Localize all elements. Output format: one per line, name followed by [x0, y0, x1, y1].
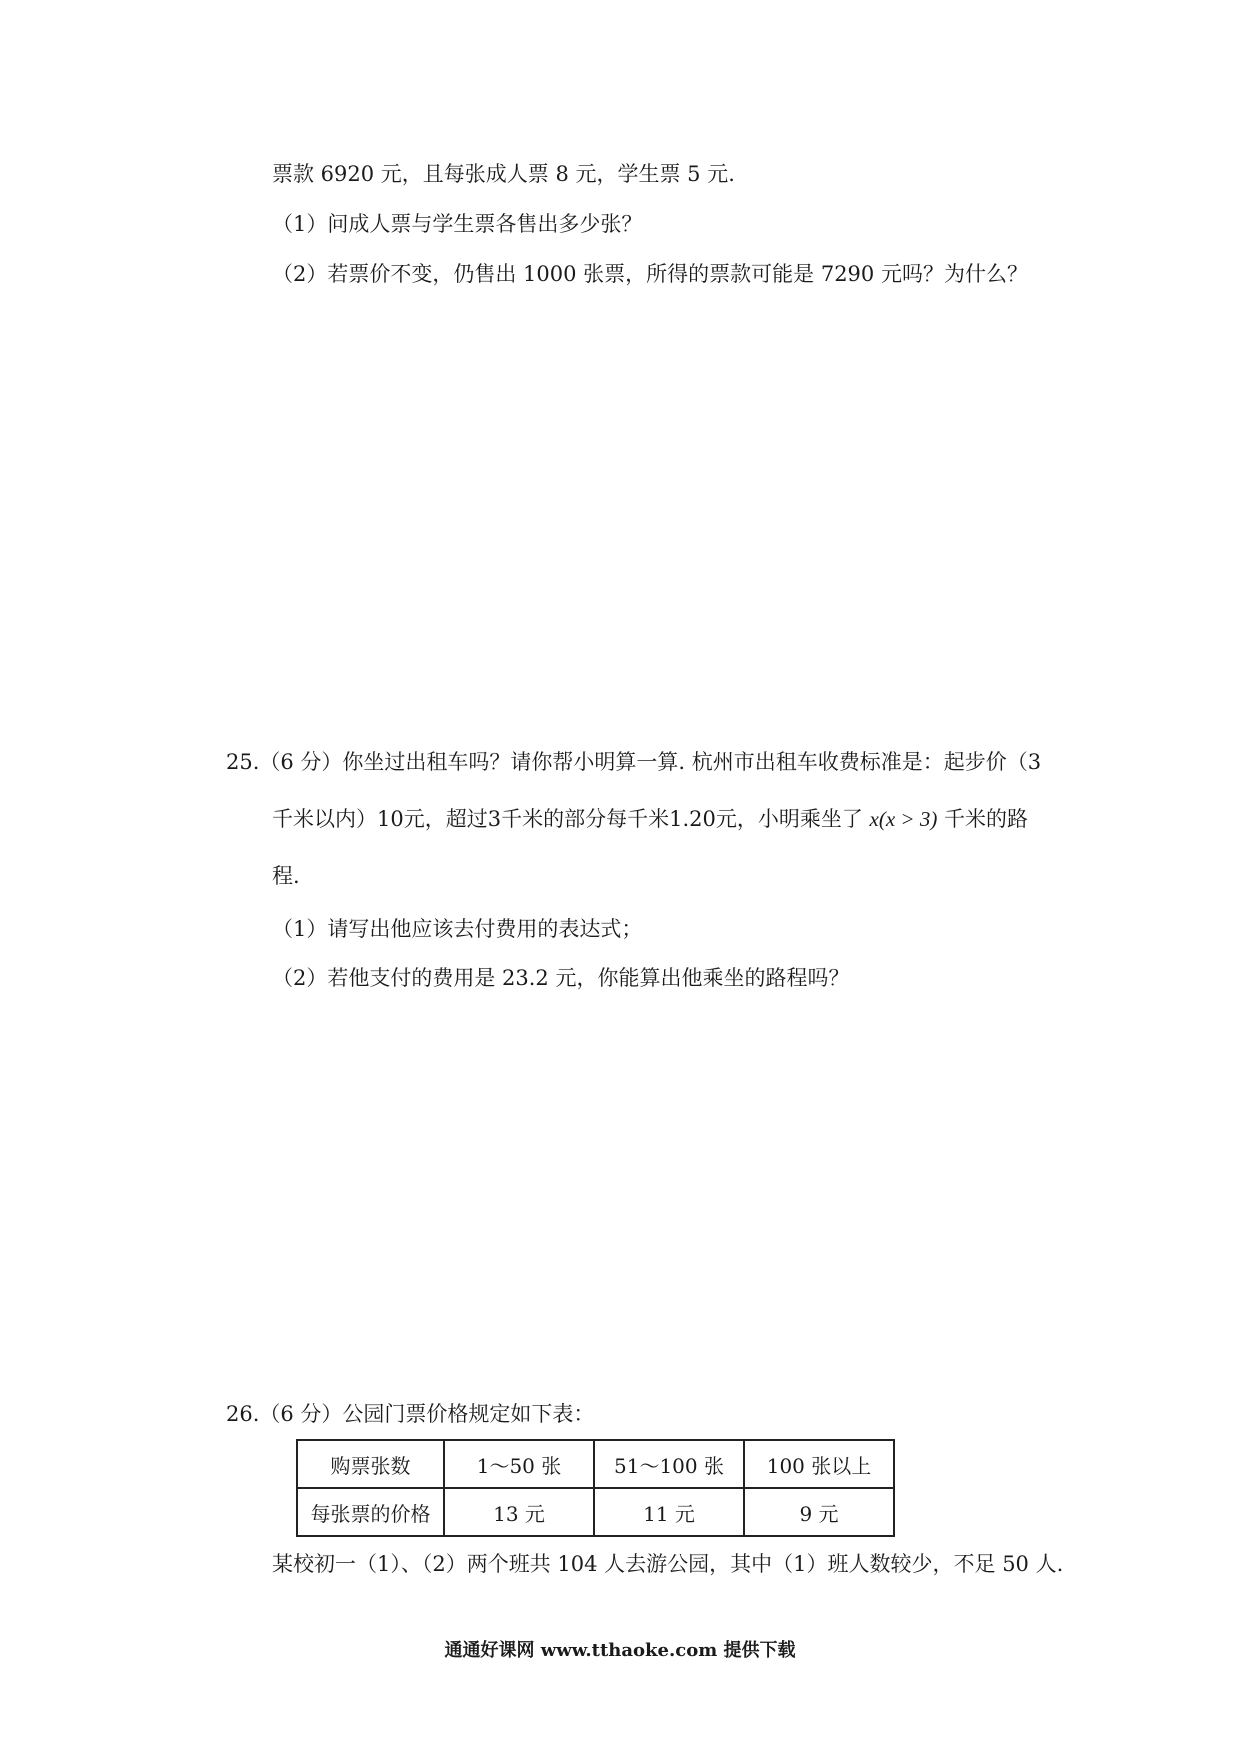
ticket-price-table — [296, 1439, 895, 1537]
table-cell: 9 元 — [744, 1488, 894, 1536]
q24-part2: （2）若票价不变，仍售出 1000 张票，所得的票款可能是 7290 元吗？为什么？ — [272, 262, 1028, 286]
q25-variable-expression: x(x > 3) — [869, 807, 938, 831]
table-row — [297, 1440, 894, 1488]
page-footer: 通通好课网 www.tthaoke.com 提供下载 — [444, 1640, 796, 1661]
table-cell: 11 元 — [594, 1488, 744, 1536]
table-row — [297, 1488, 894, 1536]
q25-line2-b: 千米的路 — [944, 807, 1029, 831]
q25-line1: 25.（6 分）你坐过出租车吗？请你帮小明算一算. 杭州市出租车收费标准是：起步价（3 — [226, 750, 1042, 774]
table-cell: 购票张数 — [297, 1440, 444, 1488]
q24-part1: （1）问成人票与学生票各售出多少张？ — [272, 212, 643, 236]
table-cell: 13 元 — [444, 1488, 594, 1536]
q25-line3: 程. — [272, 864, 300, 888]
q25-part1: （1）请写出他应该去付费用的表达式； — [272, 917, 643, 941]
table-cell: 51～100 张 — [594, 1440, 744, 1488]
q26-after-table: 某校初一（1）、（2）两个班共 104 人去游公园，其中（1）班人数较少，不足 50 人. — [272, 1552, 1064, 1576]
table-cell: 每张票的价格 — [297, 1488, 444, 1536]
table-cell: 1～50 张 — [444, 1440, 594, 1488]
table-cell: 100 张以上 — [744, 1440, 894, 1488]
q25-part2: （2）若他支付的费用是 23.2 元，你能算出他乘坐的路程吗？ — [272, 966, 850, 990]
q26-intro: 26.（6 分）公园门票价格规定如下表： — [226, 1402, 595, 1426]
q25-line2-a: 千米以内）10元，超过3千米的部分每千米1.20元，小明乘坐了 — [272, 807, 863, 831]
q25-line2 — [272, 805, 1028, 833]
q24-line1: 票款 6920 元，且每张成人票 8 元，学生票 5 元. — [272, 162, 735, 186]
